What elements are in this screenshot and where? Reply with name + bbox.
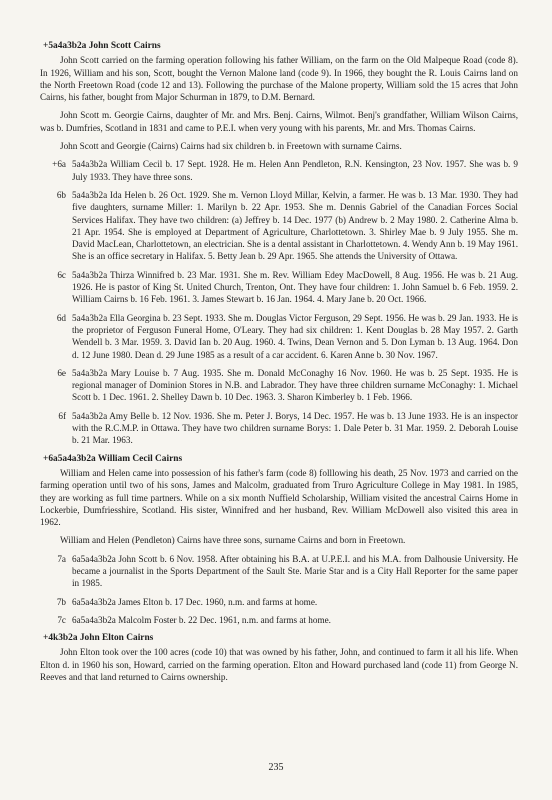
entry-text: 5a4a3b2a Amy Belle b. 12 Nov. 1936. She m. Peter J. Borys, 14 Dec. 1957. He was b. 13 June 1933. He is an inspector with the R.C.M.P. in Ottawa. They have two children surname Borys: 1. Dale Peter b. 31 Mar. 1959. 2. Deborah Louise b. 21 Mar. 1963. [72, 410, 518, 446]
section-william-cecil-cairns [40, 453, 518, 627]
entry-text: 5a4a3b2a Ella Georgina b. 23 Sept. 1933. She m. Douglas Victor Ferguson, 29 Sept. 1956. He was b. 29 Jan. 1933. He is the proprietor of Ferguson Funeral Home, O'Leary. They had six children: 1. Kent Douglas b. 28 May 1957. 2. Garth Wendell b. 3 Mar. 1959. 3. David Ian b. 20 Aug. 1960. 4. Twins, Dean Vernon and 5. Don Lyman b. 13 Aug. 1964. Don d. 12 June 1980. Dean d. 29 June 1985 as a result of a car accident. 6. Karen Anne b. 30 Nov. 1967. [72, 312, 518, 360]
section-heading: +5a4a3b2a John Scott Cairns [43, 41, 161, 51]
genealogy-entry [40, 269, 518, 306]
section-john-scott-cairns [40, 40, 518, 447]
paragraph: John Scott m. Georgie Cairns, daughter of Mr. and Mrs. Benj. Cairns, Wilmot. Benj's grandfather, William Wilson Cairns, was b. Dumfries, Scotland in 1831 and came to P.E.I. when very young with his parents, Mr. and Mrs. Thomas Cairns. [40, 110, 518, 133]
paragraph: John Scott carried on the farming operation following his father William, on the farm on the Old Malpeque Road (code 8). In 1926, William and his son, Scott, bought the Vernon Malone land (code 9). In 1966, they bought the R. Louis Cairns land on the North Freetown Road (code 12 and 13). Following the purchase of the Malone property, William sold the 15 acres that John Cairns, his father, bought from Major Schurman in 1879, to D.M. Bernard. [40, 55, 518, 103]
page-number: 235 [268, 762, 284, 773]
paragraph: William and Helen came into possession of his father's farm (code 8) folllowing his death, 25 Nov. 1973 and carried on the farming operation until two of his sons, James and Malcolm, graduated from Truro Agriculture College in May 1981. In 1985, they are working as full time partners. While on a six month Nuffield Scholarship, William visited the ancestral Cairns Home in Lockerbie, Dumfriesshire, Scotland. His sister, Winnifred and her husband, Rev. William McDowell also visited this area in 1962. [40, 467, 518, 528]
section-heading: +4k3b2a John Elton Cairns [43, 633, 154, 644]
paragraph: William and Helen (Pendleton) Cairns have three sons, surname Cairns and born in Freetown. [60, 535, 406, 546]
entry-text: 5a4a3b2a Thirza Winnifred b. 23 Mar. 1931. She m. Rev. William Edey MacDowell, 8 Aug. 1956. He was b. 21 Aug. 1926. He is pastor of King St. United Church, Trenton, Ont. They have four children: 1. John Samuel b. 6 Feb. 1959. 2. William Cairns b. 16 Feb. 1961. 3. James Stewart b. 16 Jan. 1964. 4. Mary Jane b. 20 Oct. 1966. [72, 269, 518, 305]
entry-code: 6e [57, 367, 66, 378]
entry-code: 7b [56, 596, 66, 607]
genealogy-entry [40, 410, 518, 447]
entry-code: 6f [58, 410, 66, 421]
genealogy-entry [40, 158, 518, 183]
genealogy-entry [40, 614, 518, 626]
genealogy-entry [40, 553, 518, 590]
entry-text: 6a5a4a3b2a James Elton b. 17 Dec. 1960, n.m. and farms at home. [72, 596, 318, 607]
paragraph: John Elton took over the 100 acres (code 10) that was owned by his father, John, and continued to farm it all his life. When Elton d. in 1960 his son, Howard, carried on the farming operation. Elton and Howard purchased land (code 11) from George N. Reeves and that land returned to Cairns ownership. [40, 647, 518, 683]
entry-code: 7c [57, 614, 66, 625]
paragraph: John Scott and Georgie (Cairns) Cairns had six children b. in Freetown with surname Cairns. [60, 141, 402, 152]
section-john-elton-cairns [40, 632, 518, 683]
genealogy-entry [40, 367, 518, 404]
entry-code: 7a [57, 553, 66, 564]
entry-text: 5a4a3b2a William Cecil b. 17 Sept. 1928. He m. Helen Ann Pendleton, R.N. Kensington, 23 Nov. 1957. She was b. 9 July 1933. They have three sons. [72, 159, 518, 182]
entry-code: 6d [56, 312, 66, 323]
entry-text: 5a4a3b2a Ida Helen b. 26 Oct. 1929. She m. Vernon Lloyd Millar, Kelvin, a farmer. He was b. 13 Mar. 1930. They had five daughters, surname Miller: 1. Marilyn b. 22 Apr. 1953. She m. Dennis Gabriel of the Canadian Forces Social Services Halifax. They have two children: (a) Jeffrey b. 14 Dec. 1977 (b) Andrew b. 2 May 1980. 2. Catherine Alma b. 21 Apr. 1954. She is employed at Department of Agriculture, Charlottetown. 3. Shirley Mae b. 9 July 1955. She m. David MacLean, Charlottetown, an electrician. She is a dental assistant in Charlottetown. 4. Wendy Ann b. 19 May 1961. She is an office secretary in Halifax. 5. Betty Jean b. 29 Apr. 1965. She attends the University of Ottawa. [72, 189, 518, 262]
entry-code: 6c [57, 269, 66, 280]
section-heading: +6a5a4a3b2a William Cecil Cairns [43, 453, 183, 464]
entry-text: 6a5a4a3b2a Malcolm Foster b. 22 Dec. 1961, n.m. and farms at home. [72, 614, 331, 625]
genealogy-entry [40, 312, 518, 361]
entry-code: +6a [52, 159, 66, 170]
entry-code: 6b [56, 189, 66, 200]
entry-text: 5a4a3b2a Mary Louise b. 7 Aug. 1935. She m. Donald McConaghy 16 Nov. 1960. He was b. 25 Sept. 1935. He is regional manager of Dominion Stores in N.B. and Labrador. They have three children surname McConaghy: 1. Michael Scott b. 1 Dec. 1961. 2. Shelley Dawn b. 10 Dec. 1963. 3. Sharon Kimberley b. 1 Feb. 1966. [72, 367, 518, 403]
genealogy-entry [40, 596, 518, 608]
entry-text: 6a5a4a3b2a John Scott b. 6 Nov. 1958. After obtaining his B.A. at U.P.E.I. and his M.A. from Dalhousie University. He became a journalist in the Sports Department of the Sault Ste. Marie Star and is a City Hall Reporter for the same paper in 1985. [72, 553, 518, 589]
genealogy-entry [40, 189, 518, 263]
